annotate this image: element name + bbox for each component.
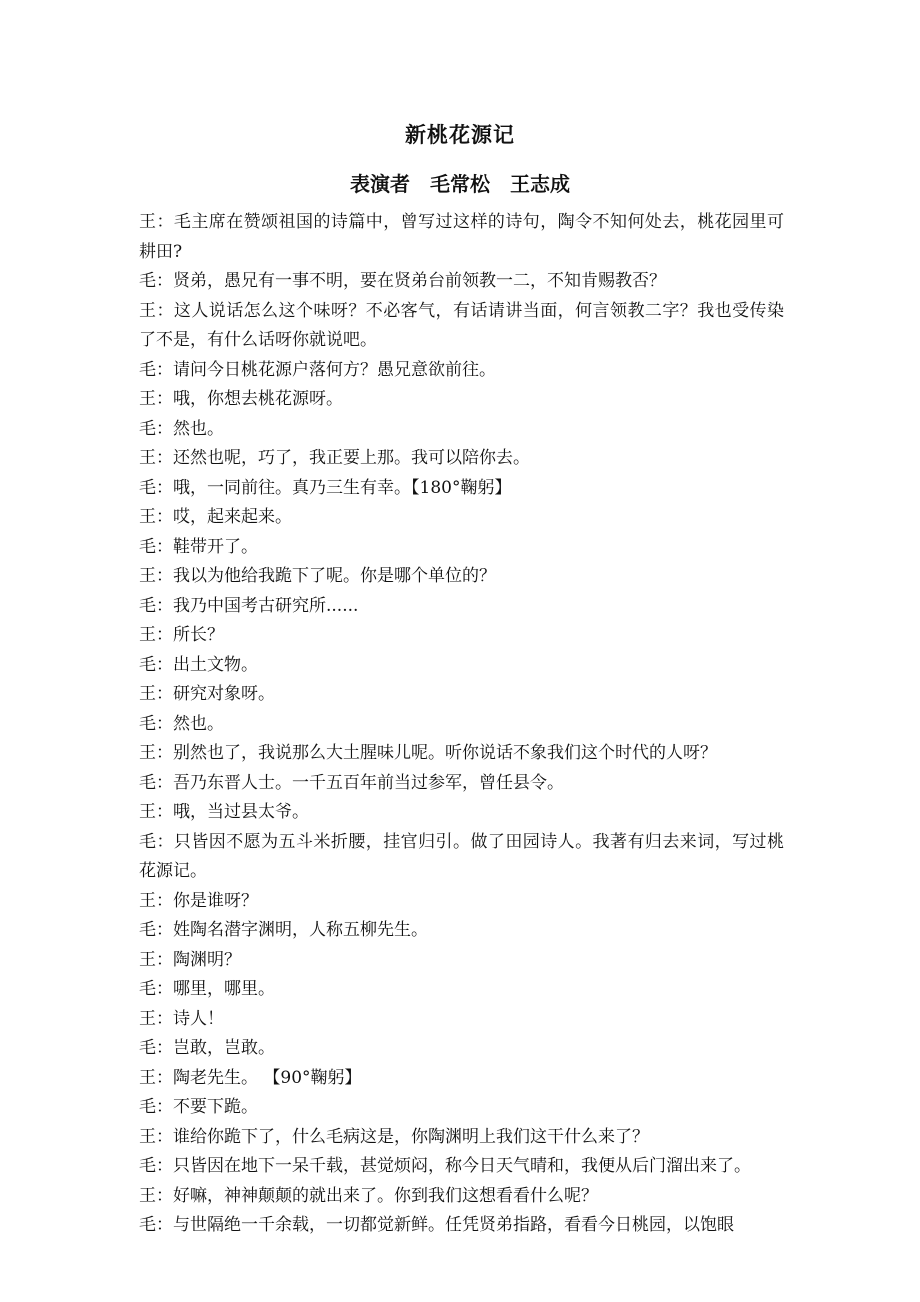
- dialogue-line: 毛：岂敢，岂敢。: [139, 1038, 275, 1058]
- performers-line: 表演者 毛常松 王志成: [350, 172, 570, 196]
- dialogue-line: 王：谁给你跪下了，什么毛病这是，你陶渊明上我们这干什么来了？: [139, 1126, 649, 1147]
- dialogue-line: 王：别然也了，我说那么大土腥味儿呢。听你说话不象我们这个时代的人呀？: [139, 743, 717, 763]
- dialogue-line: 毛：请问今日桃花源户落何方？愚兄意欲前往。: [139, 359, 496, 380]
- dialogue-line: 毛：不要下跪。: [139, 1097, 258, 1117]
- dialogue-line: 毛：哪里，哪里。: [139, 979, 275, 999]
- dialogue-line: 王：我以为他给我跪下了呢。你是哪个单位的？: [139, 566, 496, 586]
- dialogue-line: 毛：出土文物。: [139, 654, 258, 675]
- dialogue-line: 王：毛主席在赞颂祖国的诗篇中，曾写过这样的诗句，陶令不知何处去，桃花园里可耕田?: [139, 212, 784, 262]
- dialogue-line: 毛：贤弟，愚兄有一事不明，要在贤弟台前领教一二，不知肯赐教否？: [139, 271, 666, 291]
- dialogue-line: 王：还然也呢，巧了，我正要上那。我可以陪你去。: [139, 448, 530, 468]
- dialogue-line: 王：你是谁呀？: [139, 890, 258, 911]
- dialogue-line: 王：哎，起来起来。: [139, 507, 292, 527]
- dialogue-line: 王：哦，你想去桃花源呀。: [139, 389, 343, 409]
- dialogue-line: 毛：吾乃东晋人士。一千五百年前当过参军，曾任县令。: [139, 772, 564, 793]
- dialogue-line: 毛：与世隔绝一千余载，一切都觉新鲜。任凭贤弟指路，看看今日桃园，以饱眼: [139, 1215, 734, 1235]
- dialogue-line: 毛：姓陶名潜字渊明，人称五柳先生。: [139, 920, 428, 940]
- document-title: 新桃花源记: [405, 123, 515, 147]
- dialogue-line: 毛：哦，一同前往。真乃三生有幸。【180°鞠躬】: [139, 477, 512, 498]
- dialogue-body: [139, 208, 784, 1241]
- dialogue-line: 王：诗人！: [139, 1008, 224, 1029]
- dialogue-line: 王：陶老先生。 【90°鞠躬】: [139, 1067, 362, 1088]
- dialogue-line: 毛：然也。: [139, 713, 224, 734]
- dialogue-line: 王：所长？: [139, 625, 224, 645]
- dialogue-line: 王：哦，当过县太爷。: [139, 802, 309, 822]
- dialogue-line: 王：陶渊明？: [139, 949, 241, 970]
- dialogue-line: 毛：然也。: [139, 418, 224, 439]
- dialogue-line: 王：好嘛，神神颠颠的就出来了。你到我们这想看看什么呢？: [139, 1185, 598, 1206]
- dialogue-line: 毛：只皆因不愿为五斗米折腰，挂官归引。做了田园诗人。我著有归去来词，写过桃花源记。: [139, 831, 784, 881]
- dialogue-line: 毛：我乃中国考古研究所......: [139, 595, 359, 616]
- dialogue-line: 王：这人说话怎么这个味呀？不必客气，有话请讲当面，何言领教二字？我也受传染了不是，有什么话呀你就说吧。: [139, 300, 784, 350]
- dialogue-line: 毛：鞋带开了。: [139, 536, 258, 557]
- dialogue-line: 王：研究对象呀。: [139, 684, 275, 704]
- dialogue-line: 毛：只皆因在地下一呆千载，甚觉烦闷，称今日天气晴和，我便从后门溜出来了。: [139, 1156, 751, 1176]
